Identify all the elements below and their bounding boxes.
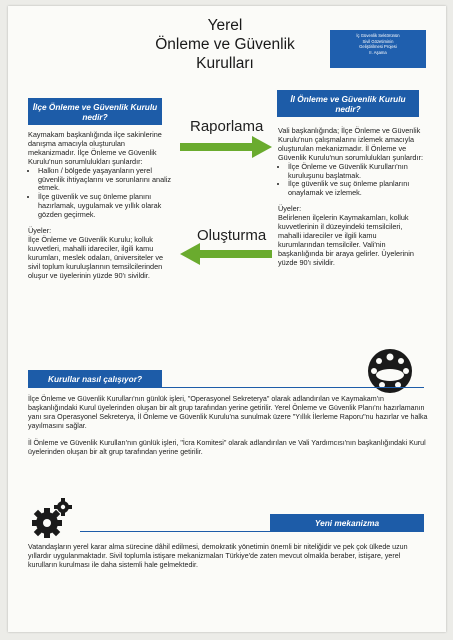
right-members-text: Belirlenen ilçelerin Kaymakamları, kolluk kuvvetlerinin il düzeyindeki temsilcileri, mahalli idareciler ve ilgili kamu kurumlarından temsilciler. Vali'nin başkanlığında bir araya gelirler. Üyelerinin yüzde 90'ı sivildir.	[278, 213, 414, 267]
left-heading-line: nedir?	[82, 112, 108, 122]
project-line: Geliştirilmesi Projesi	[359, 44, 397, 50]
left-heading	[28, 98, 162, 125]
new-mech-heading	[270, 514, 424, 532]
new-mech-heading-text: Yeni mekanizma	[314, 518, 380, 528]
how-heading-text: Kurullar nasıl çalışıyor?	[47, 374, 143, 384]
how-paragraph-1: İlçe Önleme ve Güvenlik Kurulları'nın günlük işleri, "Operasyonel Sekreterya" olarak adlandırılan ve Kaymakam'ın başkanlığındaki Kurul üyelerinden oluşan bir alt grup tarafından yerine getirilir. Yerel Önleme ve Güvenlik Planı'nı hazırlamanın yanı sıra Operasyonel Sekreterya, İl Önleme ve Güvenlik Kurulu'na sunulmak üzere "Yıllık İlerleme Raporu"nu hazırlar ve halka yayılmasını sağlar.	[28, 395, 428, 431]
new-mech-text: Vatandaşların yerel karar alma sürecine dâhil edilmesi, demokratik yönetimin önemli bir niteliğidir ve pek çok ülkede uzun yıllardır uygulanmaktadır. Sivil toplumla istişare mekanizmaları Türkiye'de zaten mevcut olmakla beraber, istişare, yerel kurulların kurulması ile daha sistemli hale gelmektedir.	[28, 543, 408, 570]
left-members-text: İlçe Önleme ve Güvenlik Kurulu; kolluk kuvvetleri, mahalli idareciler, ilgili kamu kurumları, meslek odaları, üniversiteler ve sivil toplum kuruluşlarının temsilcilerinden oluşur ve üyelerinin yüzde 90'ı sivildir.	[28, 234, 164, 280]
how-section	[28, 395, 428, 458]
project-box	[330, 30, 426, 68]
title-line: Önleme ve Güvenlik	[155, 36, 295, 53]
left-bullets	[28, 167, 173, 220]
title-line: Kurulları	[196, 55, 254, 72]
left-column	[28, 131, 173, 281]
new-mech-section	[28, 543, 428, 570]
right-column	[278, 127, 424, 268]
right-heading-line: nedir?	[335, 104, 361, 114]
left-heading-line: İlçe Önleme ve Güvenlik Kurulu	[32, 102, 158, 112]
project-line: İç Güvenlik Sektörünün	[356, 33, 400, 38]
project-line: II. Aşama	[369, 49, 387, 55]
arrow-right-icon	[180, 136, 272, 158]
right-heading	[277, 90, 419, 117]
arrow-left-icon	[180, 243, 272, 265]
list-item: • Halkın / bölgede yaşayanların yerel güvenlik ihtiyaçlarını ve sorunlarını analiz etmek.	[38, 167, 173, 194]
list-item: • İlçe güvenlik ve suç önleme planlarını onaylamak ve izlemek.	[288, 180, 424, 198]
left-intro: Kaymakam başkanlığında ilçe sakinlerine danışma amacıyla oluşturulan mekanizmadır. İlçe Önleme ve Güvenlik Kurulu'nun sorumlulukları şunlardır:	[28, 130, 162, 166]
list-item: • İlçe güvenlik ve suç önleme planını hazırlamak, uygulamak ve yıllık olarak gözden geçirmek.	[38, 193, 173, 220]
list-item: • İlçe Önleme ve Güvenlik Kurulları'nın kuruluşunu başlatmak.	[288, 163, 424, 181]
project-line: Sivil Gözetiminin	[362, 38, 394, 44]
gears-icon	[30, 496, 74, 540]
how-paragraph-2: İl Önleme ve Güvenlik Kurulları'nın günlük işleri, "İcra Komitesi" olarak adlandırılan ve Vali Yardımcısı'nın başkanlığındaki Kurul üyelerinden oluşan bir alt grup tarafından yerine getirilir.	[28, 439, 426, 457]
title-line: Yerel	[207, 17, 243, 34]
divider	[162, 387, 424, 388]
divider	[80, 531, 270, 532]
how-heading	[28, 370, 162, 388]
right-heading-line: İl Önleme ve Güvenlik Kurulu	[290, 94, 406, 104]
right-members-title: Üyeler:	[278, 204, 302, 214]
page-title	[150, 16, 300, 73]
right-intro: Vali başkanlığında; İlçe Önleme ve Güvenlik Kurulu'nun çalışmalarını izlemek amacıyla oluşturulan mekanizmadır. İl Önleme ve Güvenlik Kurulu'nun sorumlulukları şunlardır:	[278, 126, 423, 162]
meeting-icon	[360, 345, 420, 393]
reporting-label: Raporlama	[190, 118, 264, 135]
formation-label: Oluşturma	[197, 227, 267, 244]
right-bullets	[278, 163, 424, 199]
left-members-title: Üyeler:	[28, 226, 52, 236]
